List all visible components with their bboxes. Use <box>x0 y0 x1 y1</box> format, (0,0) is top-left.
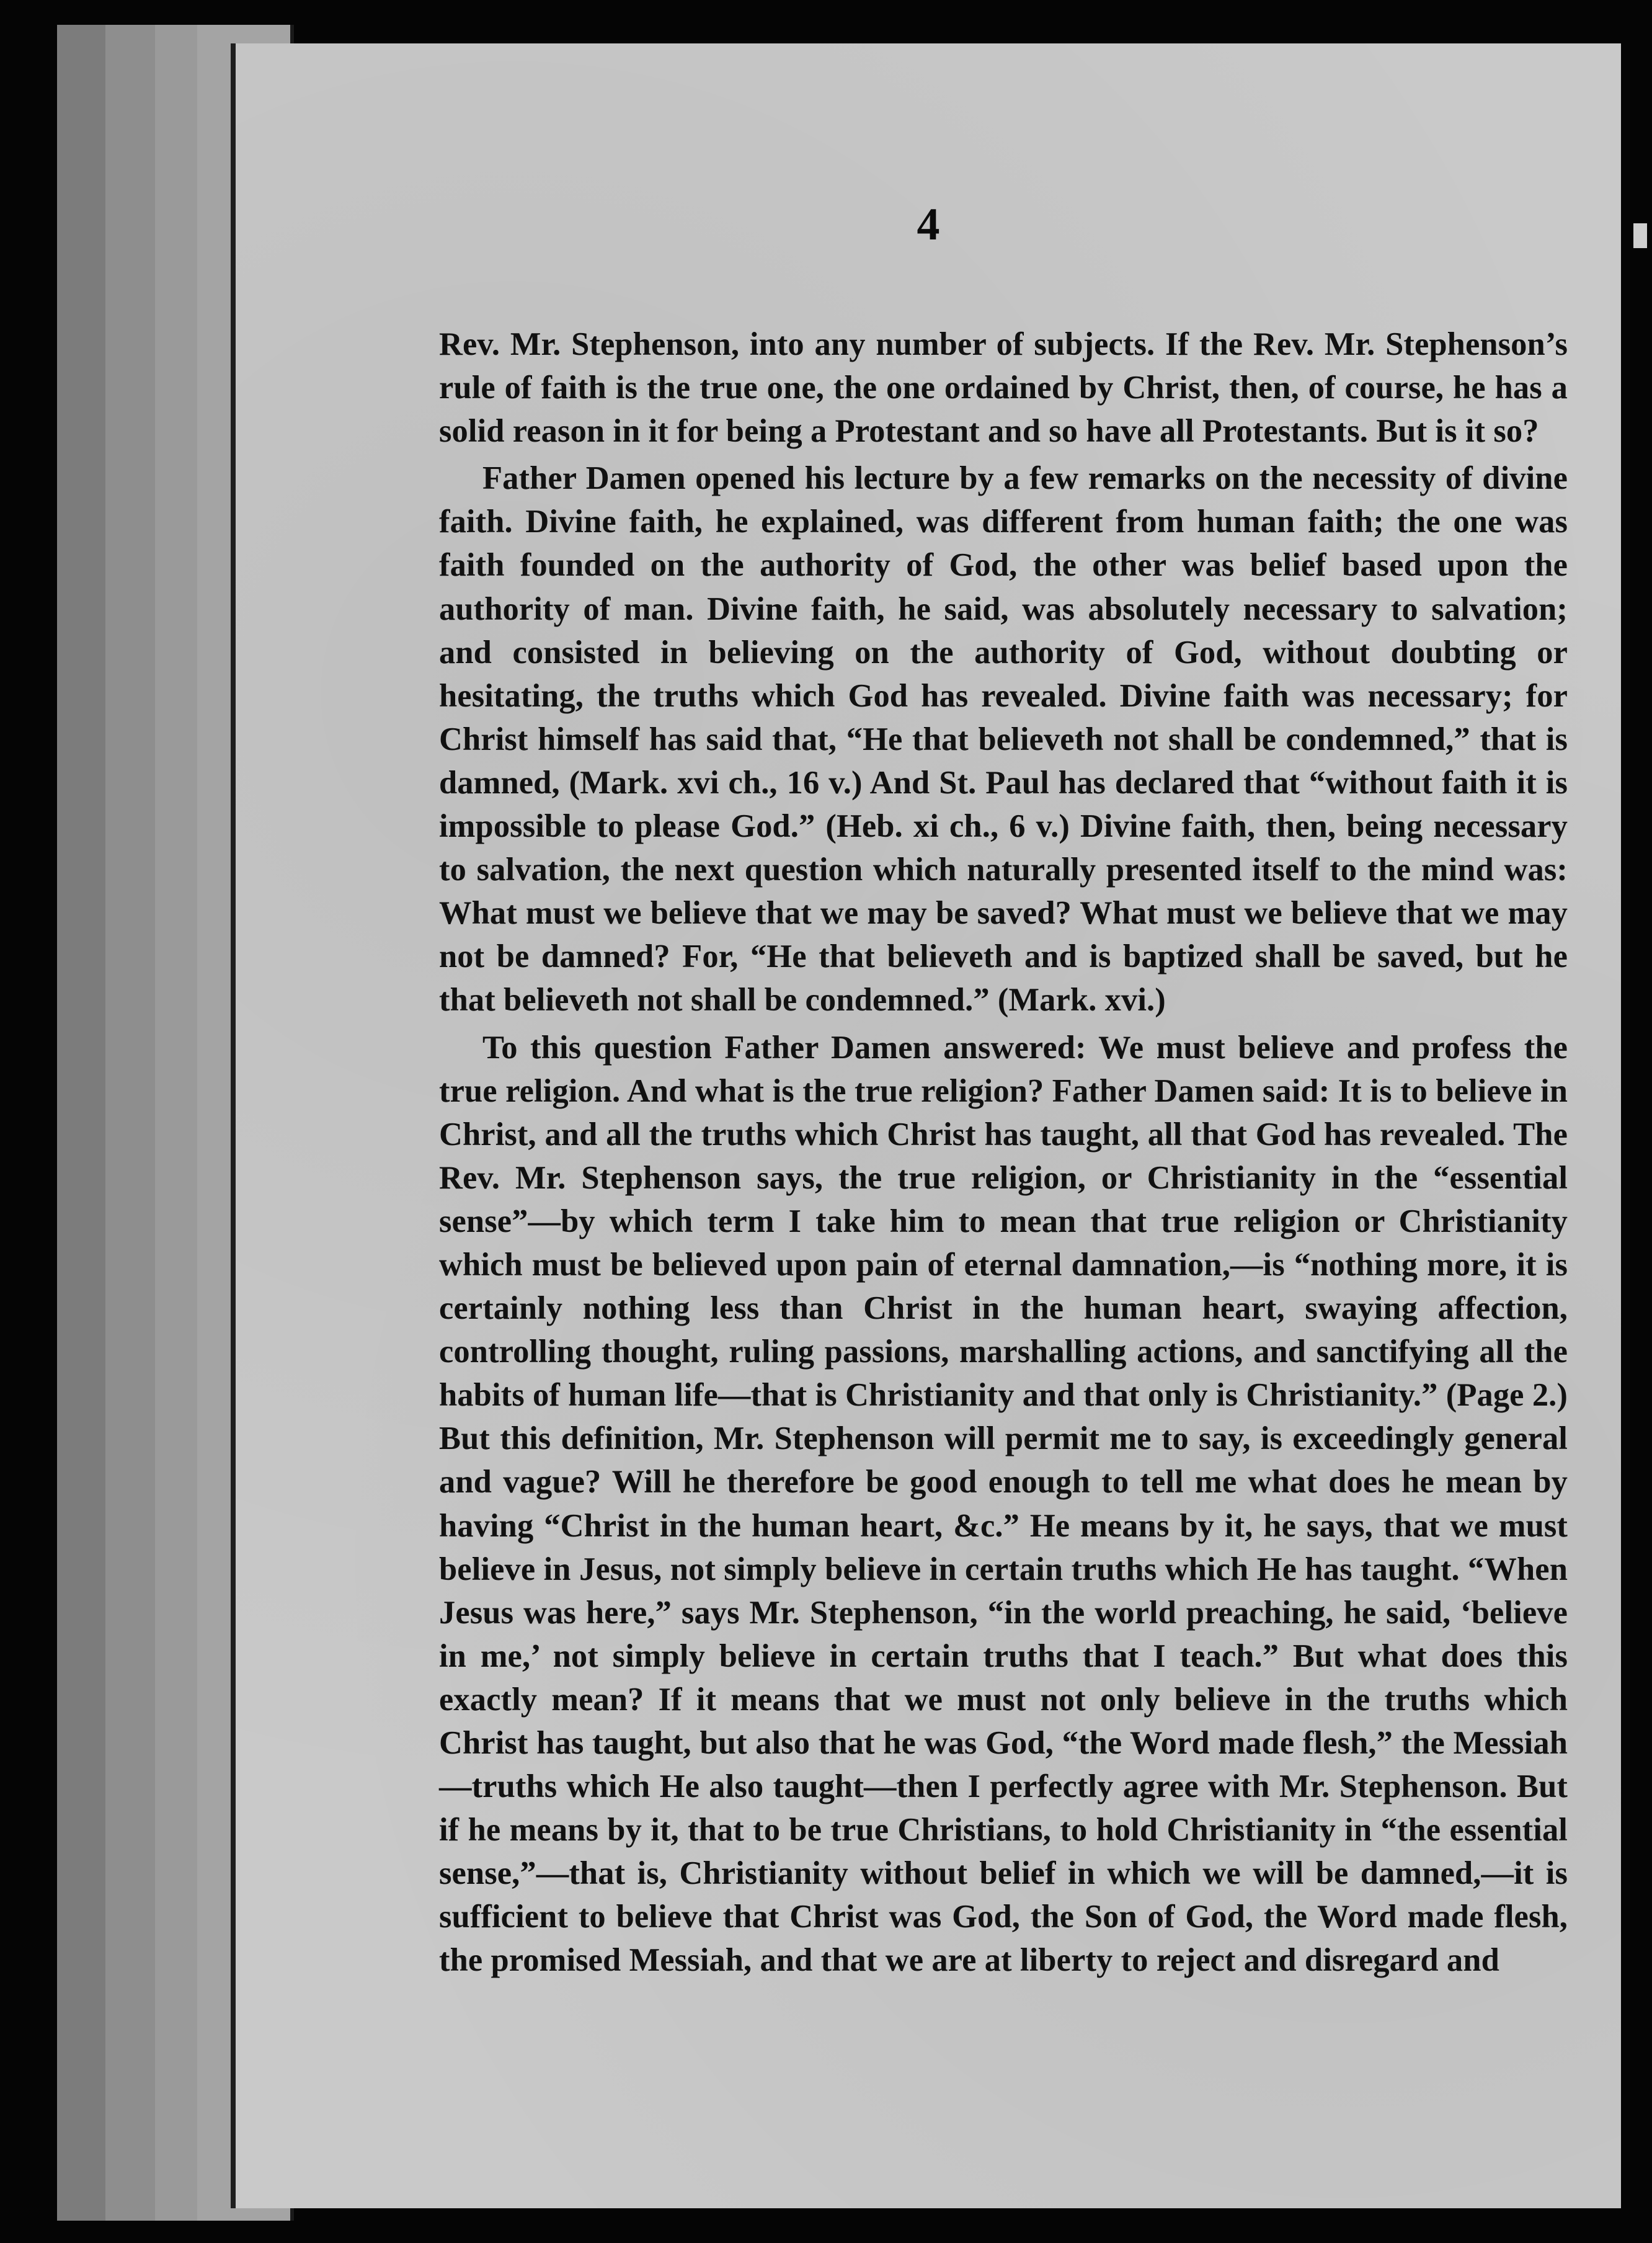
page-body-text <box>439 323 1568 1982</box>
paragraph-1: Rev. Mr. Stephenson, into any number of subjects. If the Rev. Mr. Stephenson’s rule of faith is the true one, the one ordained by Christ, then, of course, he has a solid reason in it for being a Protestant and so have all Protestants. But is it so? <box>439 326 1568 450</box>
book-page <box>231 43 1621 2208</box>
scan-edge-mark <box>1633 223 1647 248</box>
paragraph-2: Father Damen opened his lecture by a few remarks on the necessity of divine faith. Divine faith, he explained, was different from human faith; the one was faith founded on the authority of God, the other was belief based upon the authority of man. Divine faith, he said, was absolutely necessary to salvation; and consisted in believing on the authority of God, without doubting or hesitating, the truths which God has revealed. Divine faith was necessary; for Christ himself has said that, “He that believeth not shall be condemned,” that is damned, (Mark. xvi ch., 16 v.) And St. Paul has declared that “without faith it is impossible to please God.” (Heb. xi ch., 6 v.) Divine faith, then, being necessary to salvation, the next question which naturally presented itself to the mind was: What must we believe that we may be saved? What must we believe that we may not be damned? For, “He that believeth and is baptized shall be saved, but he that believeth not shall be condemned.” (Mark. xvi.) <box>439 460 1568 1019</box>
page-number: 4 <box>917 199 940 250</box>
paragraph-3: To this question Father Damen answered: We must believe and profess the true religion. And what is the true religion? Father Damen said: It is to believe in Christ, and all the truths which Christ has taught, all that God has revealed. The Rev. Mr. Stephenson says, the true religion, or Christianity in the “essential sense”—by which term I take him to mean that true religion or Christianity which must be believed upon pain of eternal damnation,—is “nothing more, it is certainly nothing less than Christ in the human heart, swaying affection, controlling thought, ruling passions, marshalling actions, and sanctifying all the habits of human life—that is Christianity and that only is Christianity.” (Page 2.) But this definition, Mr. Stephenson will permit me to say, is exceedingly general and vague? Will he therefore be good enough to tell me what does he mean by having “Christ in the human heart, &c.” He means by it, he says, that we must believe in Jesus, not simply believe in certain truths which He has taught. “When Jesus was here,” says Mr. Stephenson, “in the world preaching, he said, ‘believe in me,’ not simply believe in certain truths that I teach.” But what does this exactly mean? If it means that we must not only believe in the truths which Christ has taught, but also that he was God, “the Word made flesh,” the Messiah—truths which He also taught—then I perfectly agree with Mr. Stephenson. But if he means by it, that to be true Christians, to hold Christianity in “the essential sense,”—that is, Christianity without belief in which we will be damned,—it is sufficient to believe that Christ was God, the Son of God, the Word made flesh, the promised Messiah, and that we are at liberty to reject and disregard and <box>439 1029 1568 1979</box>
